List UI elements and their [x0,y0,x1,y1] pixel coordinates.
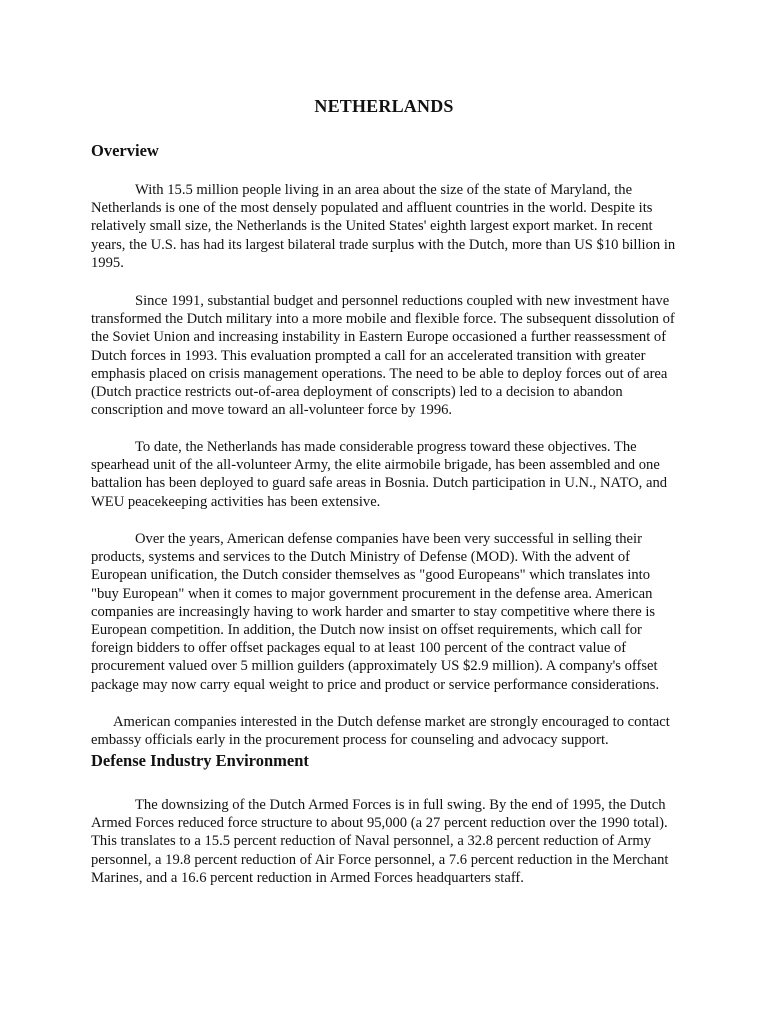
document-title: NETHERLANDS [314,96,454,116]
overview-paragraph-4: Over the years, American defense companies have been very successful in selling their products, systems and services to the Dutch Ministry of Defense (MOD). With the advent of European unification, the Dutch consider themselves as "good Europeans" which translates into "buy European" when it comes to major government procurement in the defense area. American companies are increasingly having to work harder and smarter to stay competitive where there is European competition. In addition, the Dutch now insist on offset requirements, which call for foreign bidders to offer offset packages equal to at least 100 percent of the contract value of procurement valued over 5 million guilders (approximately US $2.9 million). A company's offset package may now carry equal weight to price and product or service performance considerations. [91,531,660,693]
section-heading-defense-industry: Defense Industry Environment [91,751,309,770]
section-heading-overview: Overview [91,141,159,160]
overview-paragraph-2: Since 1991, substantial budget and personnel reductions coupled with new investment have transformed the Dutch military into a more mobile and flexible force. The subsequent dissolution of the Soviet Union and increasing instability in Eastern Europe occasioned a further reassessment of Dutch forces in 1993. This evaluation prompted a call for an accelerated transition with greater emphasis placed on crisis management operations. The need to be able to deploy forces out of area (Dutch practice restricts out-of-area deployment of conscripts) led to a decision to abandon conscription and move toward an all-volunteer force by 1996. [91,293,675,419]
overview-paragraph-3: To date, the Netherlands has made considerable progress toward these objectives. The spearhead unit of the all-volunteer Army, the elite airmobile brigade, has been assembled and one battalion has been deployed to guard safe areas in Bosnia. Dutch participation in U.N., NATO, and WEU peacekeeping activities has been extensive. [91,439,668,510]
defense-paragraph-1: The downsizing of the Dutch Armed Forces is in full swing. By the end of 1995, the Dutch Armed Forces reduced force structure to about 95,000 (a 27 percent reduction over the 1990 total). This translates to a 15.5 percent reduction of Naval personnel, a 32.8 percent reduction of Army personnel, a 19.8 percent reduction of Air Force personnel, a 7.6 percent reduction in the Merchant Marines, and a 16.6 percent reduction in Armed Forces headquarters staff. [91,797,669,886]
overview-paragraph-5: American companies interested in the Dutch defense market are strongly encouraged to contact embassy officials early in the procurement process for counseling and advocacy support. [91,714,670,749]
overview-paragraph-1: With 15.5 million people living in an area about the size of the state of Maryland, the Netherlands is one of the most densely populated and affluent countries in the world. Despite its relatively small size, the Netherlands is the United States' eighth largest export market. In recent years, the U.S. has had its largest bilateral trade surplus with the Dutch, more than US $10 billion in 1995. [91,182,676,271]
